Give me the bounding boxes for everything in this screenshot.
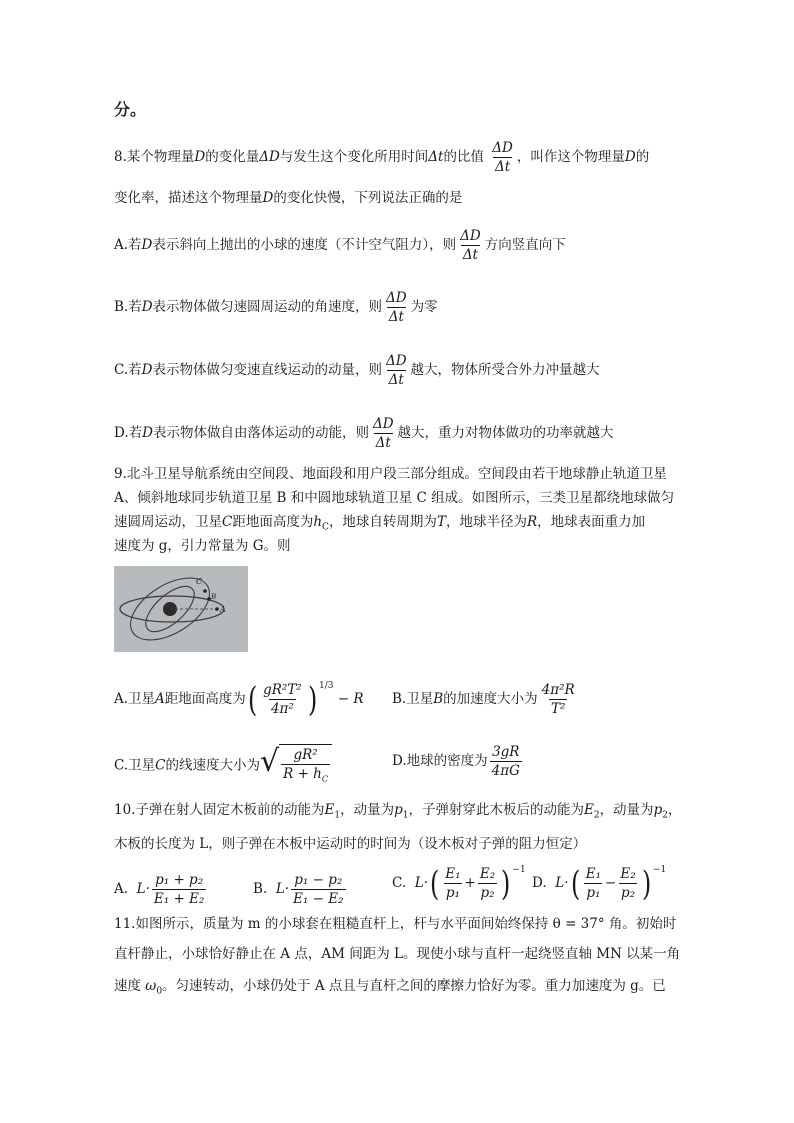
subscript: 1 bbox=[402, 810, 409, 821]
var-deltaD: ΔD bbox=[259, 149, 280, 165]
var-h: h bbox=[313, 514, 323, 530]
exponent: −1 bbox=[652, 865, 667, 875]
option-text: 越大，重力对物体做功的功率就越大 bbox=[397, 425, 614, 441]
fraction: $\frac{\text{E₂}}{\text{p₂}}$ bbox=[479, 866, 496, 901]
q9-text: ，地球表面重力加 bbox=[537, 514, 646, 530]
q8-text: ，叫作这个物理量 bbox=[516, 149, 625, 165]
var-L: L· bbox=[555, 875, 569, 891]
fraction: $\frac{\text{4π²R}}{\text{T²}}$ bbox=[541, 682, 575, 717]
orbit-diagram bbox=[114, 566, 248, 652]
q9-stem-line1: 9.北斗卫星导航系统由空间段、地面段和用户段三部分组成。空间段由若干地球静止轨道卫星 bbox=[114, 466, 667, 482]
q8-option-a bbox=[114, 228, 566, 263]
q10-option-b bbox=[253, 872, 348, 907]
subscript: 0 bbox=[156, 986, 163, 997]
option-text: 的线速度大小为 bbox=[165, 757, 260, 774]
paren-left: ( bbox=[247, 679, 258, 720]
q9-option-d bbox=[392, 744, 524, 779]
orbit-figure bbox=[114, 566, 248, 652]
q8-text: 与发生这个变化所用时间 bbox=[279, 149, 429, 165]
q10-text: ， bbox=[667, 802, 682, 818]
var-D: D bbox=[142, 425, 153, 441]
fraction: $\frac{3gR}{4\pi G}$ bbox=[491, 744, 520, 779]
sat-c-dot bbox=[203, 589, 207, 593]
option-label: D.地球的密度为 bbox=[392, 753, 488, 769]
q10-text: 10.子弹在射人固定木板前的动能为 bbox=[114, 802, 325, 818]
option-text: 表示物体做自由落体运动的动能，则 bbox=[152, 425, 369, 441]
q10-option-c bbox=[392, 863, 526, 904]
var-D: D bbox=[624, 149, 636, 165]
q11-stem-line1: 11.如图所示，质量为 m 的小球套在粗糙直杆上，杆与水平面间始终保持 θ = 37° 角。初始时 bbox=[114, 916, 677, 932]
q9-text: 距地面高度为 bbox=[232, 514, 314, 530]
q8-option-c bbox=[114, 353, 600, 388]
paren-left: ( bbox=[570, 863, 580, 904]
subscript: 2 bbox=[662, 810, 668, 821]
var-A: A bbox=[155, 691, 165, 707]
exponent: −1 bbox=[512, 865, 526, 875]
q9-text: ，地球自转周期为 bbox=[328, 514, 437, 530]
option-label: C.卫星 bbox=[114, 757, 156, 774]
var-omega: ω bbox=[145, 978, 157, 994]
var-T: T bbox=[436, 514, 446, 530]
option-label: C.若 bbox=[114, 362, 142, 378]
q10-stem-line2: 木板的长度为 L，则子弹在木板中运动时的时间为（设木板对子弹的阻力恒定） bbox=[114, 836, 587, 852]
option-text: 方向竖直向下 bbox=[484, 237, 566, 253]
label-b: B bbox=[211, 593, 217, 601]
var-D: D bbox=[141, 299, 153, 315]
option-label: C. bbox=[392, 875, 407, 891]
var-L: L· bbox=[136, 881, 150, 897]
sqrt-body bbox=[279, 744, 332, 788]
q8-text: 的变化快慢，下列说法正确的是 bbox=[273, 190, 463, 206]
fraction-dD-dt: $\frac{\Delta D}{\Delta t}$ bbox=[492, 140, 513, 175]
subscript: 2 bbox=[593, 810, 600, 821]
var-L: L· bbox=[275, 881, 290, 897]
var-p: p bbox=[653, 802, 663, 818]
var-D: D bbox=[141, 362, 153, 378]
operator: − bbox=[605, 875, 617, 891]
var-deltat: Δt bbox=[428, 149, 444, 165]
option-text: 表示斜向上抛出的小球的速度（不计空气阻力），则 bbox=[152, 237, 457, 253]
page-fragment: 分。 bbox=[114, 100, 147, 119]
q9-stem-line2: A、倾斜地球同步轨道卫星 B 和中圆地球轨道卫星 C 组成。如图所示，三类卫星都绕地球做匀 bbox=[114, 490, 675, 506]
q9-text: 速圆周运动，卫星 bbox=[114, 514, 222, 530]
option-text: 的加速度大小为 bbox=[443, 691, 538, 707]
q10-text: ，子弹射穿此木板后的动能为 bbox=[408, 802, 584, 818]
fraction: $\frac{\text{E₁}}{\text{p₁}}$ bbox=[445, 866, 461, 901]
label-a: A bbox=[220, 605, 226, 614]
q10-text: ，动量为 bbox=[599, 802, 654, 818]
var-R: R bbox=[526, 514, 538, 530]
var-B: B bbox=[433, 691, 444, 707]
paren-left: ( bbox=[429, 863, 440, 904]
option-text: 为零 bbox=[410, 299, 438, 315]
option-label: B.若 bbox=[114, 299, 142, 315]
option-text: − R bbox=[337, 691, 364, 707]
option-label: B. bbox=[253, 881, 268, 897]
fraction-dD-dt: $\frac{\Delta D}{\Delta t}$ bbox=[386, 290, 407, 325]
subscript: 1 bbox=[334, 810, 341, 821]
q8-stem-line1 bbox=[114, 140, 649, 175]
sat-a-dot bbox=[215, 607, 219, 611]
q11-stem-line3 bbox=[114, 976, 666, 1002]
option-text: 表示物体做匀速圆周运动的角速度，则 bbox=[152, 299, 383, 315]
exponent: 1/3 bbox=[318, 681, 334, 691]
option-label: A.若 bbox=[114, 237, 142, 253]
fraction: $\frac{\text{p₁ − p₂}}{\text{E₁ − E₂}}$ bbox=[293, 872, 344, 907]
fraction-dD-dt: $\frac{\Delta D}{\Delta t}$ bbox=[460, 228, 481, 263]
option-text: 越大，物体所受合外力冲量越大 bbox=[410, 362, 600, 378]
option-label: A.卫星 bbox=[114, 691, 156, 707]
option-label: D. bbox=[532, 875, 547, 891]
q8-text: 的 bbox=[635, 149, 650, 165]
q9-option-b bbox=[392, 682, 579, 717]
q8-text: 的比值 bbox=[443, 149, 484, 165]
option-label: B.卫星 bbox=[392, 691, 434, 707]
q11-text: 。匀速转动，小球仍处于 A 点且与直杆之间的摩擦力恰好为零。重力加速度为 g。已 bbox=[162, 978, 666, 994]
sqrt bbox=[260, 744, 332, 788]
paren-right: ) bbox=[641, 863, 651, 904]
q8-option-b bbox=[114, 290, 438, 325]
var-D: D bbox=[194, 149, 206, 165]
var-C: C bbox=[155, 757, 166, 774]
paren-right: ) bbox=[501, 863, 511, 904]
fraction: $\frac{\text{gR²}}{R + h_C}$ bbox=[281, 747, 330, 788]
var-p: p bbox=[394, 802, 403, 818]
fraction: $\frac{\text{E₂}}{\text{p₂}}$ bbox=[620, 866, 636, 901]
q10-option-a bbox=[114, 872, 208, 907]
q10-option-d bbox=[532, 863, 667, 904]
q10-text: ，动量为 bbox=[340, 802, 395, 818]
q9-stem-line3 bbox=[114, 512, 645, 538]
fraction: $\frac{\text{p₁ + p₂}}{\text{E₁ + E₂}}$ bbox=[153, 872, 205, 907]
paren-right: ) bbox=[307, 679, 317, 720]
q9-text: ，地球半径为 bbox=[445, 514, 527, 530]
operator: + bbox=[464, 875, 476, 891]
q8-text: 的变化量 bbox=[205, 149, 260, 165]
q11-stem-line2: 直杆静止，小球恰好静止在 A 点，AM 间距为 L。现使小球与直杆一起绕竖直轴 MN 以某一角 bbox=[114, 946, 681, 962]
q9-stem-line4: 速度为 g，引力常量为 G。则 bbox=[114, 538, 291, 554]
fraction-dD-dt: $\frac{\Delta D}{\Delta t}$ bbox=[372, 416, 394, 451]
fraction-dD-dt: $\frac{\Delta D}{\Delta t}$ bbox=[385, 353, 407, 388]
var-C: C bbox=[222, 514, 233, 530]
q11-text: 速度 bbox=[114, 978, 141, 994]
label-c: C bbox=[196, 577, 203, 586]
q9-option-c bbox=[114, 744, 332, 788]
var-D: D bbox=[262, 190, 274, 206]
q8-text: 8.某个物理量 bbox=[114, 149, 195, 165]
var-E: E bbox=[324, 802, 335, 818]
fraction: $\frac{\text{E₁}}{\text{p₁}}$ bbox=[585, 866, 602, 901]
fraction: $\frac{\text{gR²T²}}{\text{4π²}}$ bbox=[263, 682, 302, 717]
var-D: D bbox=[141, 237, 153, 253]
option-label: A. bbox=[114, 881, 129, 897]
option-text: 表示物体做匀变速直线运动的动量，则 bbox=[152, 362, 382, 378]
option-label: D.若 bbox=[114, 425, 143, 441]
var-L: L· bbox=[414, 875, 428, 891]
q8-stem-line2 bbox=[114, 188, 462, 208]
q10-stem-line1 bbox=[114, 800, 681, 826]
q8-option-d bbox=[114, 416, 614, 451]
q8-text: 变化率，描述这个物理量 bbox=[114, 190, 263, 206]
q9-option-a bbox=[114, 679, 364, 720]
subscript: C bbox=[322, 522, 329, 533]
radical-sign: √ bbox=[259, 744, 280, 779]
var-E: E bbox=[583, 802, 594, 818]
option-text: 距地面高度为 bbox=[164, 691, 246, 707]
